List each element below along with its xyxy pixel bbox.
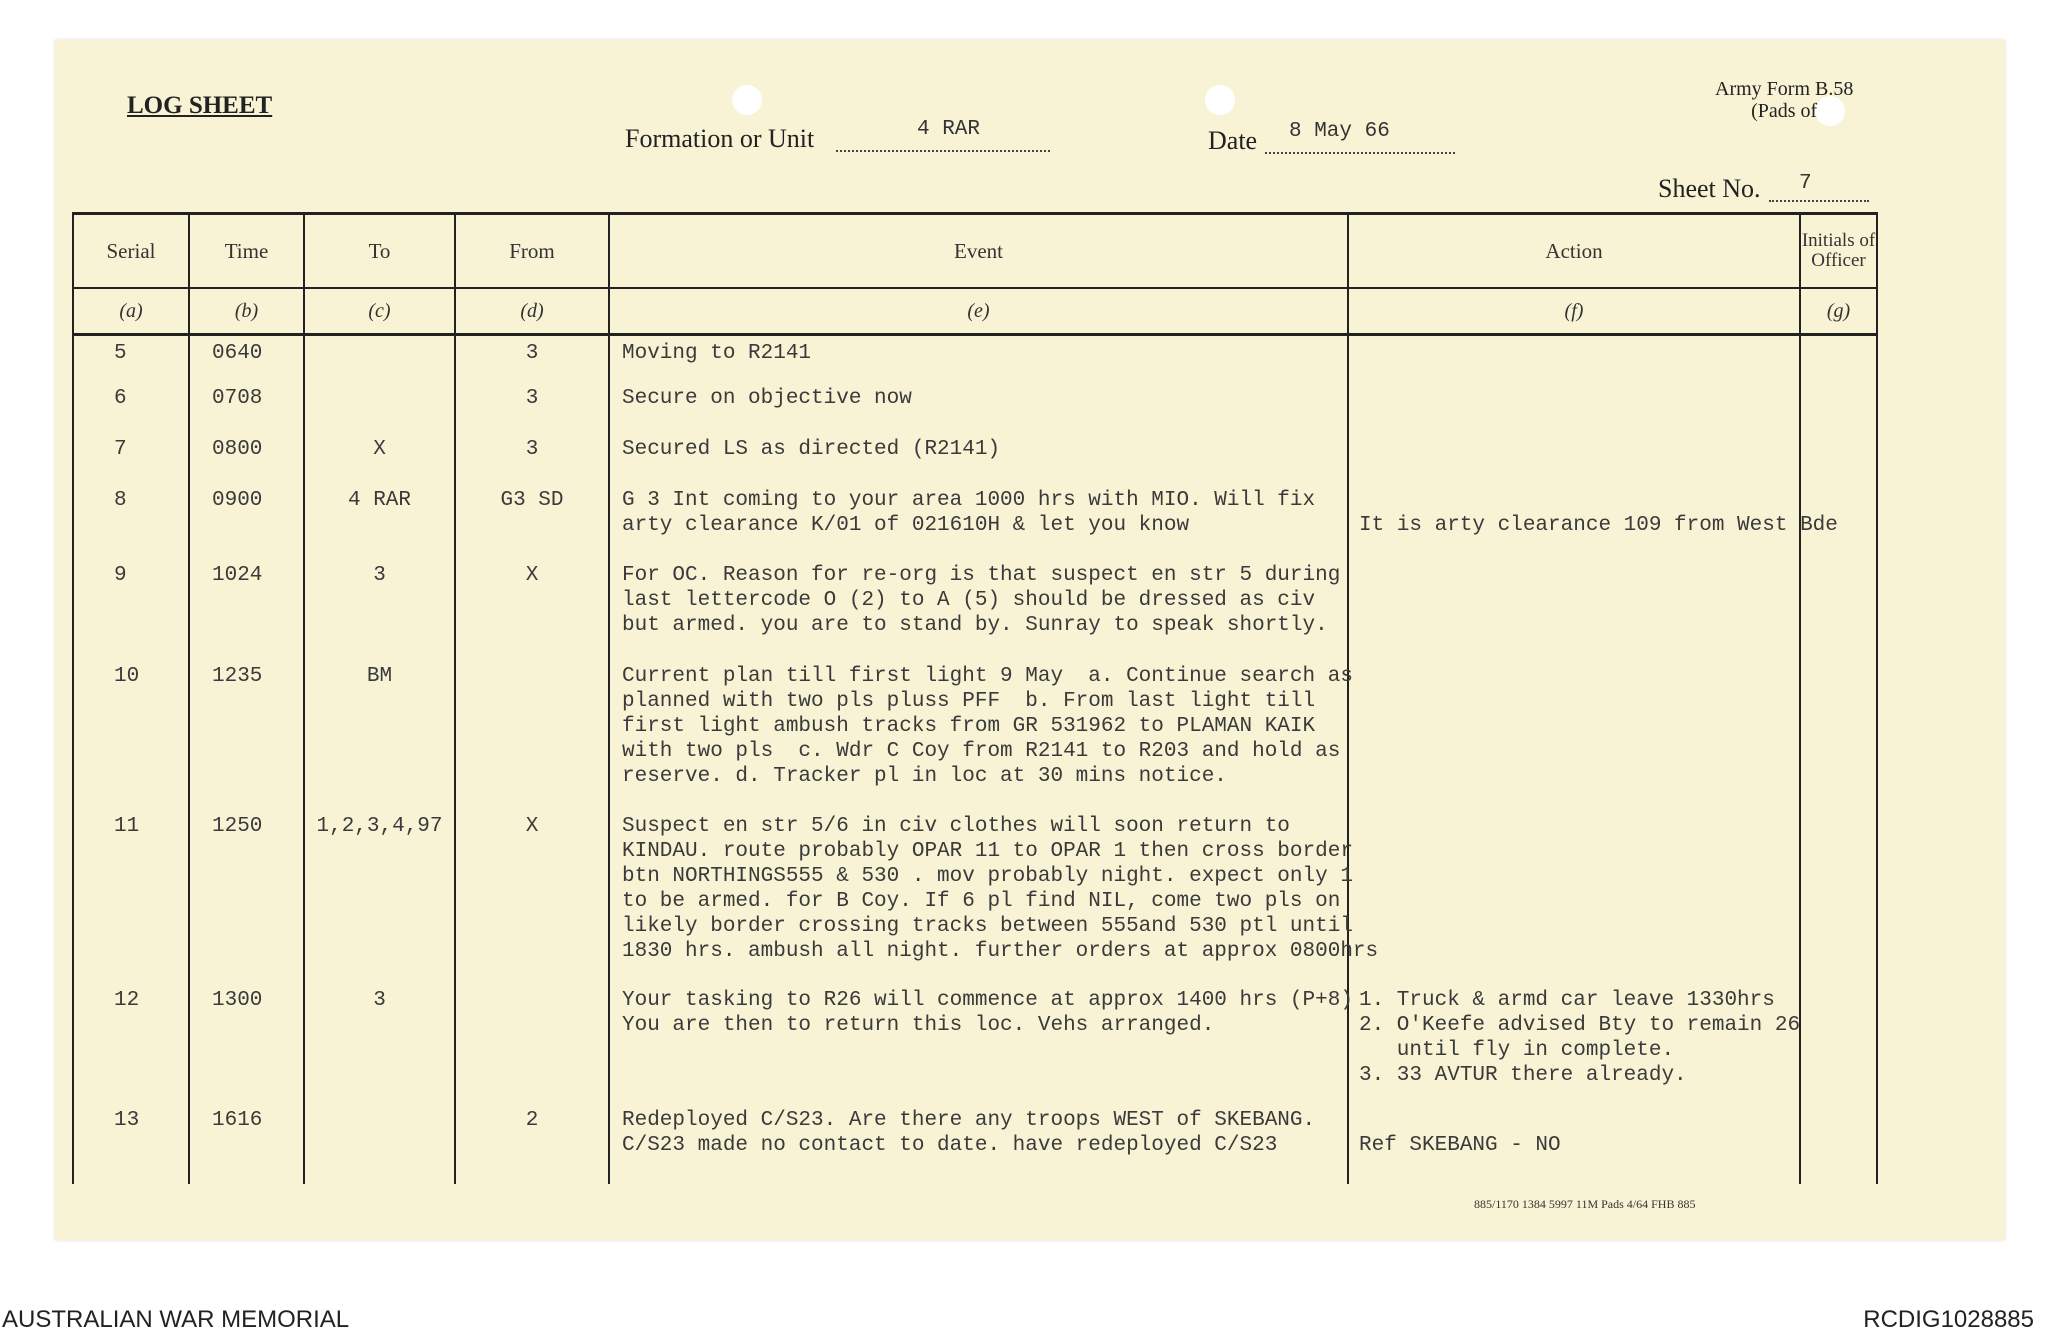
initials-cell xyxy=(1800,1108,1877,1184)
serial-cell: 6 xyxy=(73,386,189,437)
event-cell: Your tasking to R26 will commence at approx 1400 hrs (P+8) You are then to return this loc. Vehs arranged. xyxy=(609,988,1348,1108)
to-cell: 1,2,3,4,97 xyxy=(304,814,455,988)
army-form-line: Army Form B.58 xyxy=(1715,78,1854,100)
action-cell: Ref SKEBANG - NO xyxy=(1348,1108,1800,1184)
time-cell: 1300 xyxy=(189,988,304,1108)
to-cell xyxy=(304,386,455,437)
time-cell: 1616 xyxy=(189,1108,304,1184)
time-cell: 1235 xyxy=(189,664,304,814)
pads-of-line: (Pads of xyxy=(1751,100,1818,122)
table-row xyxy=(73,1108,1877,1184)
unit-label: Formation or Unit xyxy=(625,124,815,153)
column-header: Serial xyxy=(73,214,189,289)
column-header: From xyxy=(455,214,609,289)
table-row xyxy=(73,814,1877,988)
action-cell xyxy=(1348,386,1800,437)
table-row xyxy=(73,563,1877,664)
action-cell xyxy=(1348,437,1800,488)
column-letter: (f) xyxy=(1348,288,1800,335)
action-cell: 1. Truck & armd car leave 1330hrs 2. O'Keefe advised Bty to remain 26 until fly in complete. 3. 33 AVTUR there already. xyxy=(1348,988,1800,1108)
column-letter-row xyxy=(73,288,1877,335)
time-cell: 0708 xyxy=(189,386,304,437)
initials-cell xyxy=(1800,386,1877,437)
time-cell: 1024 xyxy=(189,563,304,664)
unit-underline xyxy=(836,140,1050,152)
to-cell xyxy=(304,1108,455,1184)
column-letter: (a) xyxy=(73,288,189,335)
to-cell: 4 RAR xyxy=(304,488,455,563)
from-cell: 3 xyxy=(455,437,609,488)
column-header: Action xyxy=(1348,214,1800,289)
serial-cell: 11 xyxy=(73,814,189,988)
serial-cell: 12 xyxy=(73,988,189,1108)
event-cell: Current plan till first light 9 May a. Continue search as planned with two pls pluss PFF b. From last light till first light ambush tracks from GR 531962 to PLAMAN KAIK with two pls c. Wdr C Coy from R2141 to R203 and hold as reserve. d. Tracker pl in loc at 30 mins notice. xyxy=(609,664,1348,814)
event-cell: Moving to R2141 xyxy=(609,335,1348,386)
to-cell: X xyxy=(304,437,455,488)
event-cell: For OC. Reason for re-org is that suspect en str 5 during last lettercode O (2) to A (5) should be dressed as civ but armed. you are to stand by. Sunray to speak shortly. xyxy=(609,563,1348,664)
event-cell: Secure on objective now xyxy=(609,386,1348,437)
column-header: Event xyxy=(609,214,1348,289)
from-cell: X xyxy=(455,814,609,988)
archive-credit: AUSTRALIAN WAR MEMORIAL xyxy=(2,1306,350,1333)
table-row xyxy=(73,335,1877,386)
army-form-number xyxy=(1715,78,1853,122)
time-cell: 1250 xyxy=(189,814,304,988)
punch-hole xyxy=(1205,85,1235,115)
time-cell: 0900 xyxy=(189,488,304,563)
to-cell xyxy=(304,335,455,386)
serial-cell: 9 xyxy=(73,563,189,664)
sheet-no-value: 7 xyxy=(1799,172,1812,195)
date-label: Date xyxy=(1208,126,1258,155)
time-cell: 0640 xyxy=(189,335,304,386)
column-header: Initials of Officer xyxy=(1800,214,1877,289)
event-cell: G 3 Int coming to your area 1000 hrs with MIO. Will fix arty clearance K/01 of 021610H & let you know xyxy=(609,488,1348,563)
sheet-no-underline xyxy=(1769,190,1869,202)
from-cell: 2 xyxy=(455,1108,609,1184)
initials-cell xyxy=(1800,664,1877,814)
event-cell: Redeployed C/S23. Are there any troops WEST of SKEBANG. C/S23 made no contact to date. have redeployed C/S23 xyxy=(609,1108,1348,1184)
column-letter: (c) xyxy=(304,288,455,335)
initials-cell xyxy=(1800,563,1877,664)
column-header-row xyxy=(73,214,1877,289)
initials-cell xyxy=(1800,335,1877,386)
date-underline xyxy=(1265,142,1455,154)
archive-id: RCDIG1028885 xyxy=(1863,1306,2034,1333)
time-cell: 0800 xyxy=(189,437,304,488)
column-header: To xyxy=(304,214,455,289)
unit-value: 4 RAR xyxy=(917,118,981,141)
sheet-no-label: Sheet No. xyxy=(1658,174,1761,203)
to-cell: BM xyxy=(304,664,455,814)
log-table xyxy=(72,212,1878,1184)
column-letter: (e) xyxy=(609,288,1348,335)
from-cell xyxy=(455,988,609,1108)
from-cell xyxy=(455,664,609,814)
action-cell xyxy=(1348,335,1800,386)
printer-code: 885/1170 1384 5997 11M Pads 4/64 FHB 885 xyxy=(1474,1197,1696,1211)
action-cell xyxy=(1348,814,1800,988)
table-row xyxy=(73,386,1877,437)
punch-hole xyxy=(732,85,762,115)
date-value: 8 May 66 xyxy=(1289,120,1390,143)
to-cell: 3 xyxy=(304,563,455,664)
event-cell: Secured LS as directed (R2141) xyxy=(609,437,1348,488)
to-cell: 3 xyxy=(304,988,455,1108)
column-letter: (b) xyxy=(189,288,304,335)
initials-cell xyxy=(1800,814,1877,988)
initials-cell xyxy=(1800,988,1877,1108)
serial-cell: 10 xyxy=(73,664,189,814)
table-row xyxy=(73,664,1877,814)
table-row xyxy=(73,437,1877,488)
initials-cell xyxy=(1800,437,1877,488)
event-cell: Suspect en str 5/6 in civ clothes will soon return to KINDAU. route probably OPAR 11 to OPAR 1 then cross border btn NORTHINGS555 & 530 . mov probably night. expect only 1 to be armed. for B Coy. If 6 pl find NIL, come two pls on likely border crossing tracks between 555and 530 ptl until 1830 hrs. ambush all night. further orders at approx 0800hrs xyxy=(609,814,1348,988)
from-cell: X xyxy=(455,563,609,664)
table-row xyxy=(73,988,1877,1108)
serial-cell: 8 xyxy=(73,488,189,563)
serial-cell: 13 xyxy=(73,1108,189,1184)
action-cell xyxy=(1348,563,1800,664)
page-title: LOG SHEET xyxy=(127,92,273,119)
from-cell: 3 xyxy=(455,335,609,386)
from-cell: 3 xyxy=(455,386,609,437)
action-cell: It is arty clearance 109 from West Bde xyxy=(1348,488,1800,563)
from-cell: G3 SD xyxy=(455,488,609,563)
serial-cell: 7 xyxy=(73,437,189,488)
column-letter: (d) xyxy=(455,288,609,335)
column-letter: (g) xyxy=(1800,288,1877,335)
column-header: Time xyxy=(189,214,304,289)
serial-cell: 5 xyxy=(73,335,189,386)
table-row xyxy=(73,488,1877,563)
action-cell xyxy=(1348,664,1800,814)
